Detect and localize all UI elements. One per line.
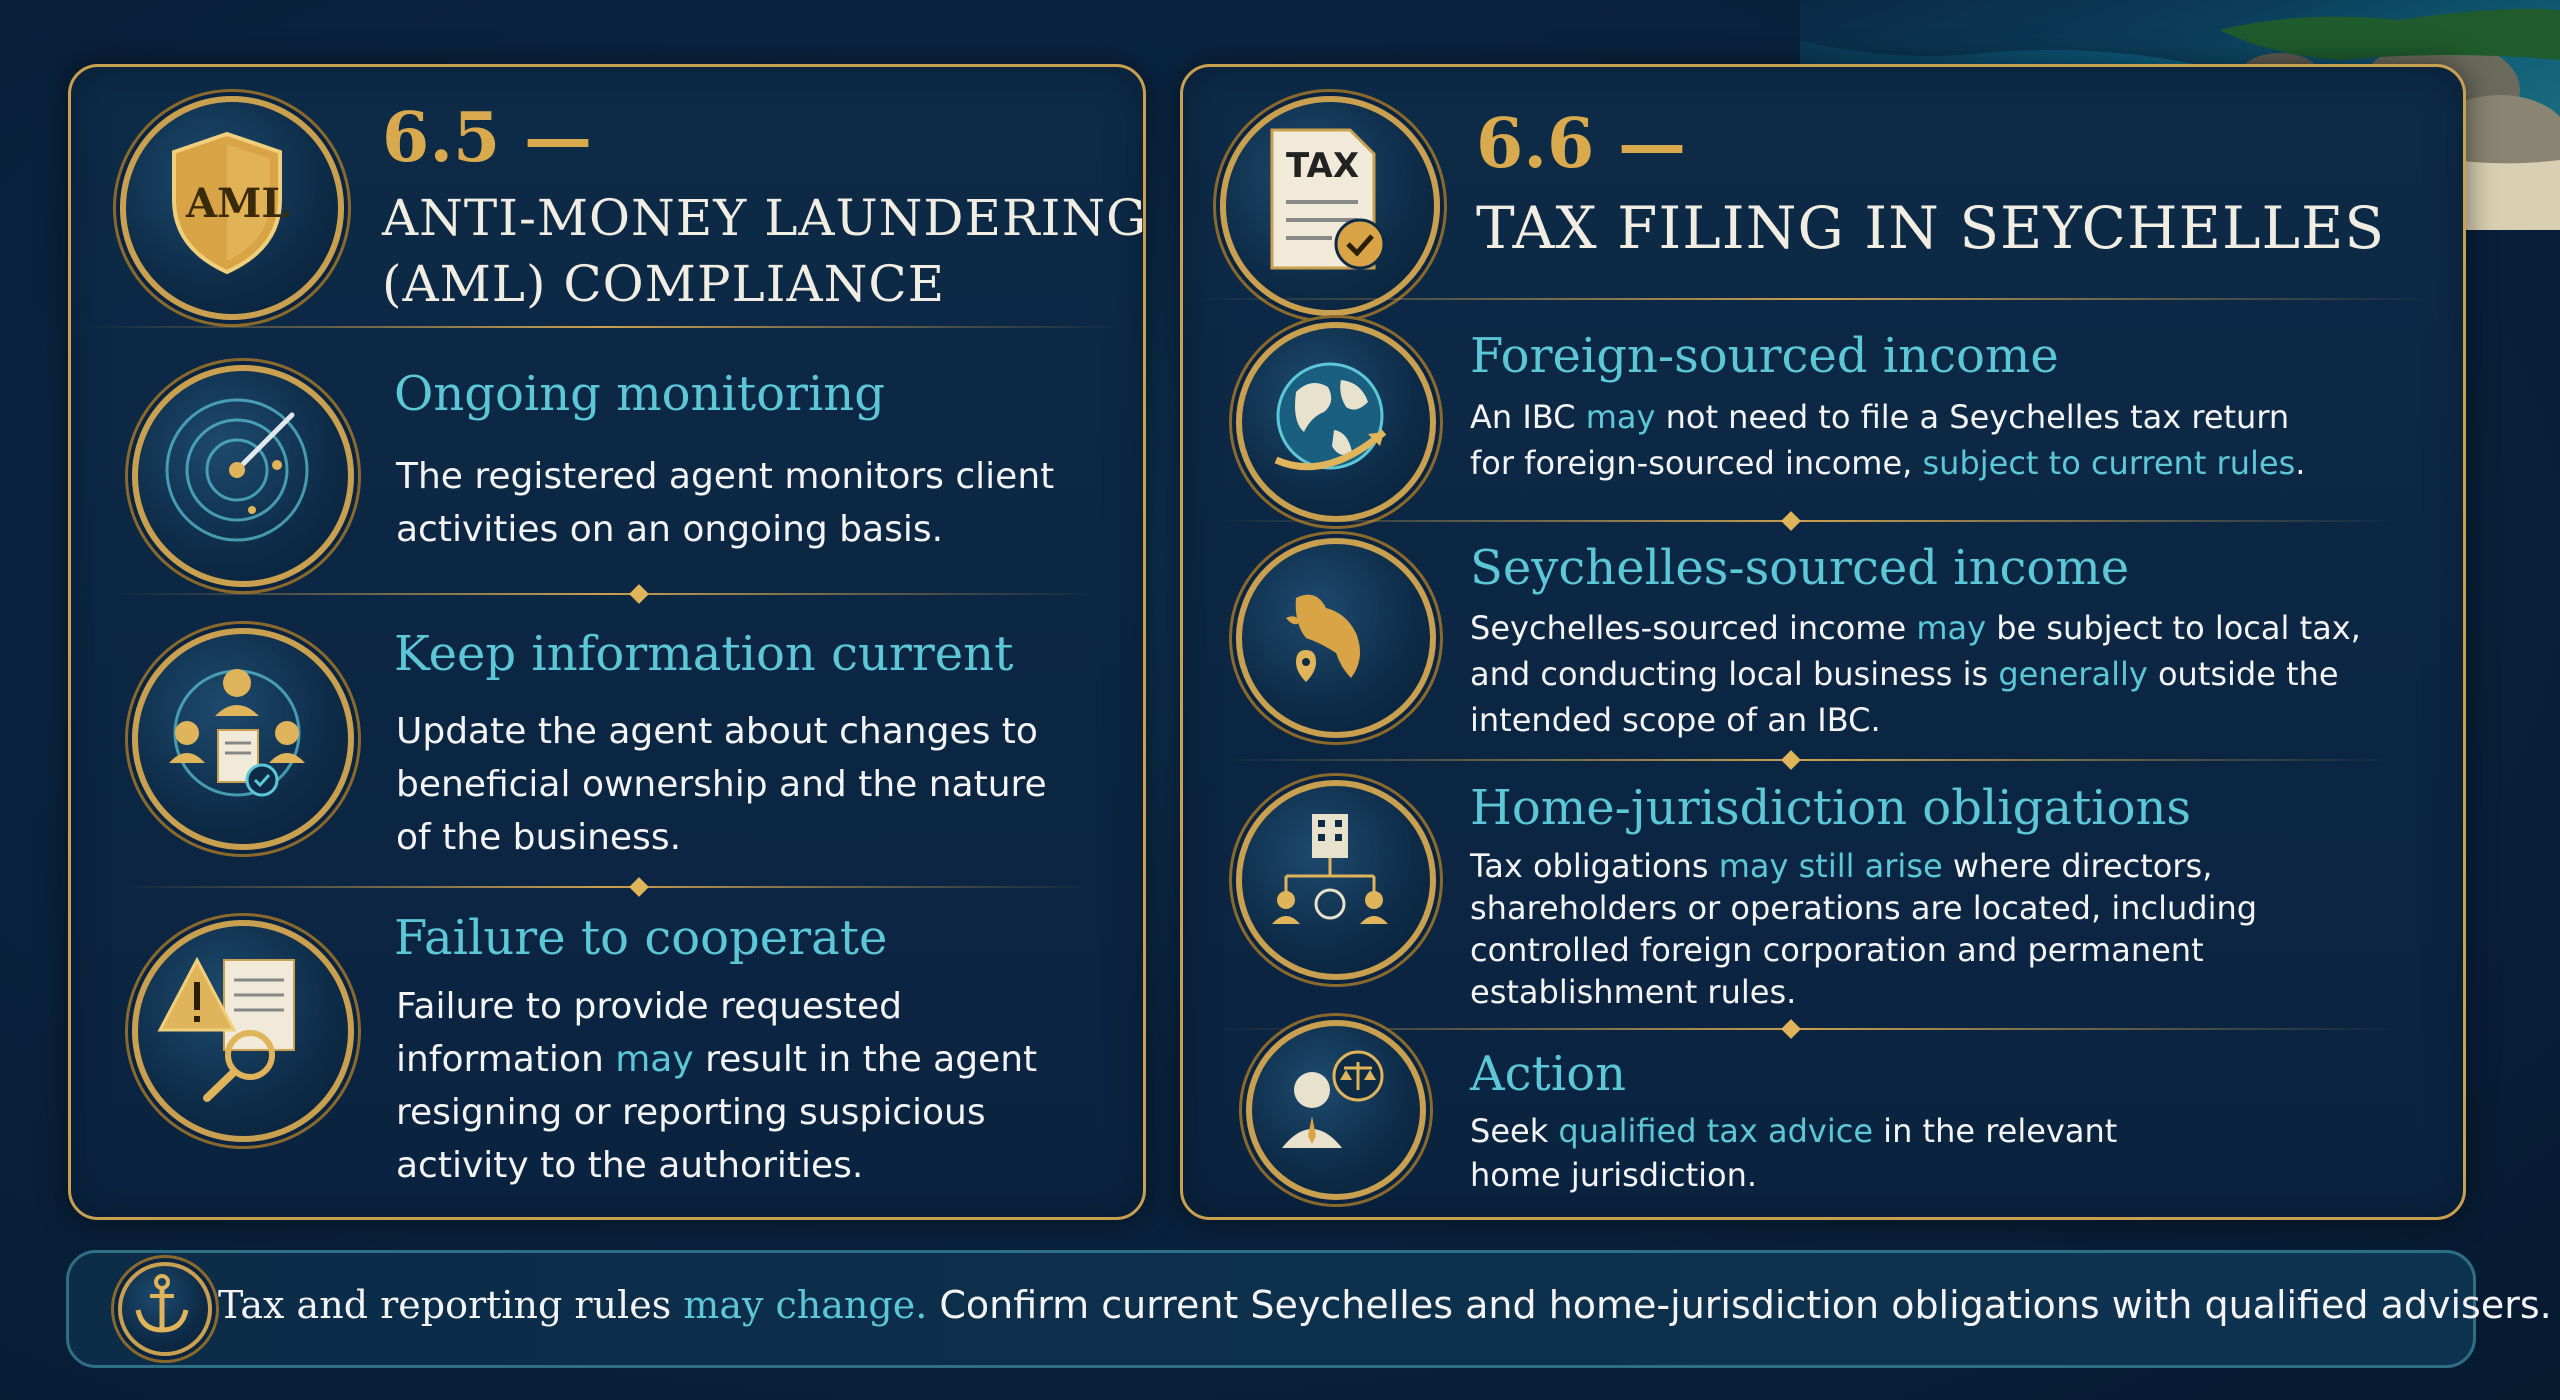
advisor-icon (1262, 1036, 1398, 1172)
island-map-icon (1256, 558, 1404, 706)
home-jurisdiction-line2: shareholders or operations are located, including (1470, 889, 2258, 927)
ongoing-monitoring-title: Ongoing monitoring (394, 366, 885, 422)
warning-document-icon (152, 940, 322, 1110)
may-change-highlight: may change. (683, 1283, 928, 1327)
aml-title-line1: ANTI-MONEY LAUNDERING (382, 189, 1148, 247)
aml-section-number: 6.5 — (382, 98, 592, 178)
action-line1: Seek qualified tax advice in the relevant (1470, 1112, 2118, 1150)
aml-badge-text: AML (186, 180, 290, 227)
action-title: Action (1470, 1046, 1626, 1102)
home-jurisdiction-line3: controlled foreign corporation and permanent (1470, 931, 2204, 969)
ongoing-monitoring-line1: The registered agent monitors client (396, 456, 1055, 497)
footer-text: Tax and reporting rules may change. Confirm current Seychelles and home-jurisdiction obligations with qualified advisers. (218, 1283, 2552, 1327)
keep-info-title: Keep information current (394, 626, 1014, 682)
tax-title: TAX FILING IN SEYCHELLES (1476, 194, 2386, 262)
failure-cooperate-line4: activity to the authorities. (396, 1145, 864, 1186)
keep-info-line3: of the business. (396, 817, 682, 858)
tax-divider-3 (1216, 1028, 2396, 1030)
keep-info-line2: beneficial ownership and the nature (396, 764, 1047, 805)
failure-cooperate-line3: resigning or reporting suspicious (396, 1092, 986, 1133)
seychelles-income-title: Seychelles-sourced income (1470, 540, 2130, 596)
team-document-icon (152, 648, 322, 818)
seychelles-income-line2: and conducting local business is generally outside the (1470, 655, 2339, 693)
aml-divider-2 (116, 886, 1096, 888)
may-highlight: may (615, 1039, 694, 1080)
radar-icon (152, 385, 322, 555)
home-jurisdiction-title: Home-jurisdiction obligations (1470, 780, 2192, 836)
failure-cooperate-line2: information may result in the agent (396, 1039, 1038, 1080)
home-jurisdiction-line1: Tax obligations may still arise where directors, (1470, 847, 2213, 885)
action-line2: home jurisdiction. (1470, 1156, 1758, 1194)
keep-info-line1: Update the agent about changes to (396, 711, 1038, 752)
foreign-income-line2: for foreign-sourced income, subject to current rules. (1470, 444, 2306, 482)
ongoing-monitoring-line2: activities on an ongoing basis. (396, 509, 944, 550)
tax-doc-text: TAX (1286, 146, 1360, 186)
failure-cooperate-title: Failure to cooperate (394, 910, 888, 966)
home-jurisdiction-line4: establishment rules. (1470, 973, 1797, 1011)
tax-header-divider (1196, 298, 2436, 300)
organization-icon (1256, 800, 1404, 948)
seychelles-income-line1: Seychelles-sourced income may be subject to local tax, (1470, 609, 2361, 647)
tax-divider-1 (1216, 520, 2396, 522)
anchor-icon (130, 1272, 194, 1338)
tax-section-number: 6.6 — (1476, 104, 1686, 184)
aml-header-divider (86, 326, 1122, 328)
foreign-income-title: Foreign-sourced income (1470, 328, 2059, 384)
aml-title-line2: (AML) COMPLIANCE (382, 255, 946, 313)
aml-divider-1 (116, 593, 1096, 595)
foreign-income-line1: An IBC may not need to file a Seychelles tax return (1470, 398, 2290, 436)
globe-icon (1256, 342, 1404, 490)
tax-divider-2 (1216, 759, 2396, 761)
failure-cooperate-line1: Failure to provide requested (396, 986, 902, 1027)
seychelles-income-line3: intended scope of an IBC. (1470, 701, 1881, 739)
